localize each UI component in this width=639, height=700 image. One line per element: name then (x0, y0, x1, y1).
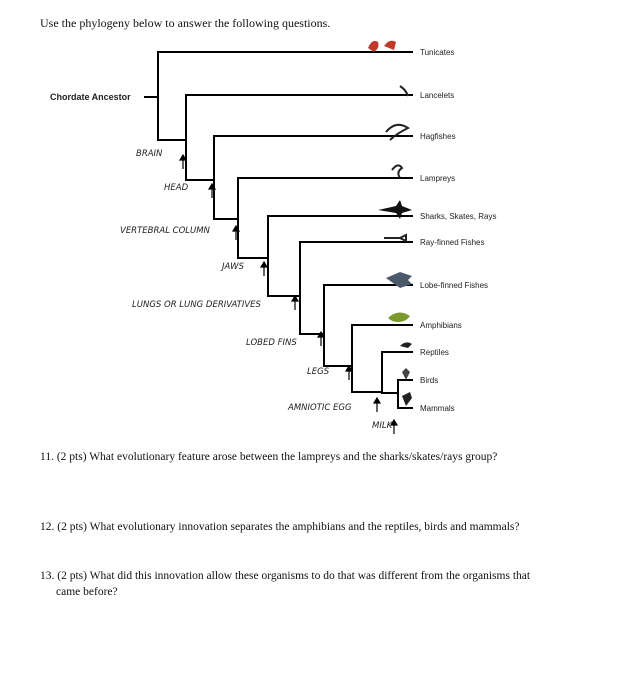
trait-label-2: HEAD (164, 183, 189, 193)
question-12 (40, 520, 600, 536)
root-label: Chordate Ancestor (50, 92, 131, 102)
taxon-label-7: Lobe-finned Fishes (420, 281, 489, 290)
lamprey-icon (392, 165, 402, 178)
question-12-text: (2 pts) What evolutionary innovation separates the amphibians and the reptiles, birds and mammals? (57, 521, 520, 533)
instructions-text: Use the phylogeny below to answer the following questions. (40, 16, 331, 30)
trait-label-1: BRAIN (136, 149, 163, 159)
amphibian-icon (388, 312, 410, 322)
taxon-label-2: Lancelets (420, 91, 455, 100)
trait-arrowhead-4 (261, 262, 267, 267)
trait-arrowhead-8 (374, 398, 380, 403)
taxon-label-6: Ray-finned Fishes (420, 238, 485, 247)
taxon-label-8: Amphibians (420, 321, 462, 330)
question-13-text: (2 pts) What did this innovation allow these organisms to do that was different from the organisms that (57, 570, 531, 582)
question-11-text: (2 pts) What evolutionary feature arose between the lampreys and the sharks/skates/rays group? (56, 451, 498, 463)
mammal-icon (402, 392, 412, 406)
taxon-label-4: Lampreys (420, 174, 456, 183)
taxon-label-5: Sharks, Skates, Rays (420, 212, 497, 221)
taxon-label-3: Hagfishes (420, 132, 456, 141)
bird-icon (402, 368, 410, 380)
ray-finned-fish-icon (384, 235, 406, 241)
trait-label-5: LUNGS OR LUNG DERIVATIVES (132, 300, 261, 310)
taxon-label-9: Reptiles (420, 348, 449, 357)
taxon-label-1: Tunicates (420, 48, 455, 57)
taxon-label-10: Birds (420, 376, 439, 385)
trait-label-7: LEGS (307, 367, 330, 377)
question-13-continuation: came before? (56, 585, 118, 598)
question-13 (40, 569, 600, 600)
taxon-label-11: Mammals (420, 404, 455, 413)
trait-label-9: MILK (372, 421, 393, 431)
question-11-number: 11. (40, 451, 54, 463)
question-11 (40, 450, 600, 466)
trait-label-3: VERTEBRAL COLUMN (120, 226, 210, 236)
trait-label-6: LOBED FINS (246, 338, 297, 348)
trait-label-4: JAWS (222, 262, 244, 272)
tunicate-icon (368, 41, 396, 52)
trait-label-8: AMNIOTIC EGG (288, 403, 352, 413)
question-13-number: 13. (40, 570, 55, 582)
question-12-number: 12. (40, 521, 55, 533)
hagfish-icon (386, 125, 408, 140)
reptile-icon (400, 342, 412, 348)
